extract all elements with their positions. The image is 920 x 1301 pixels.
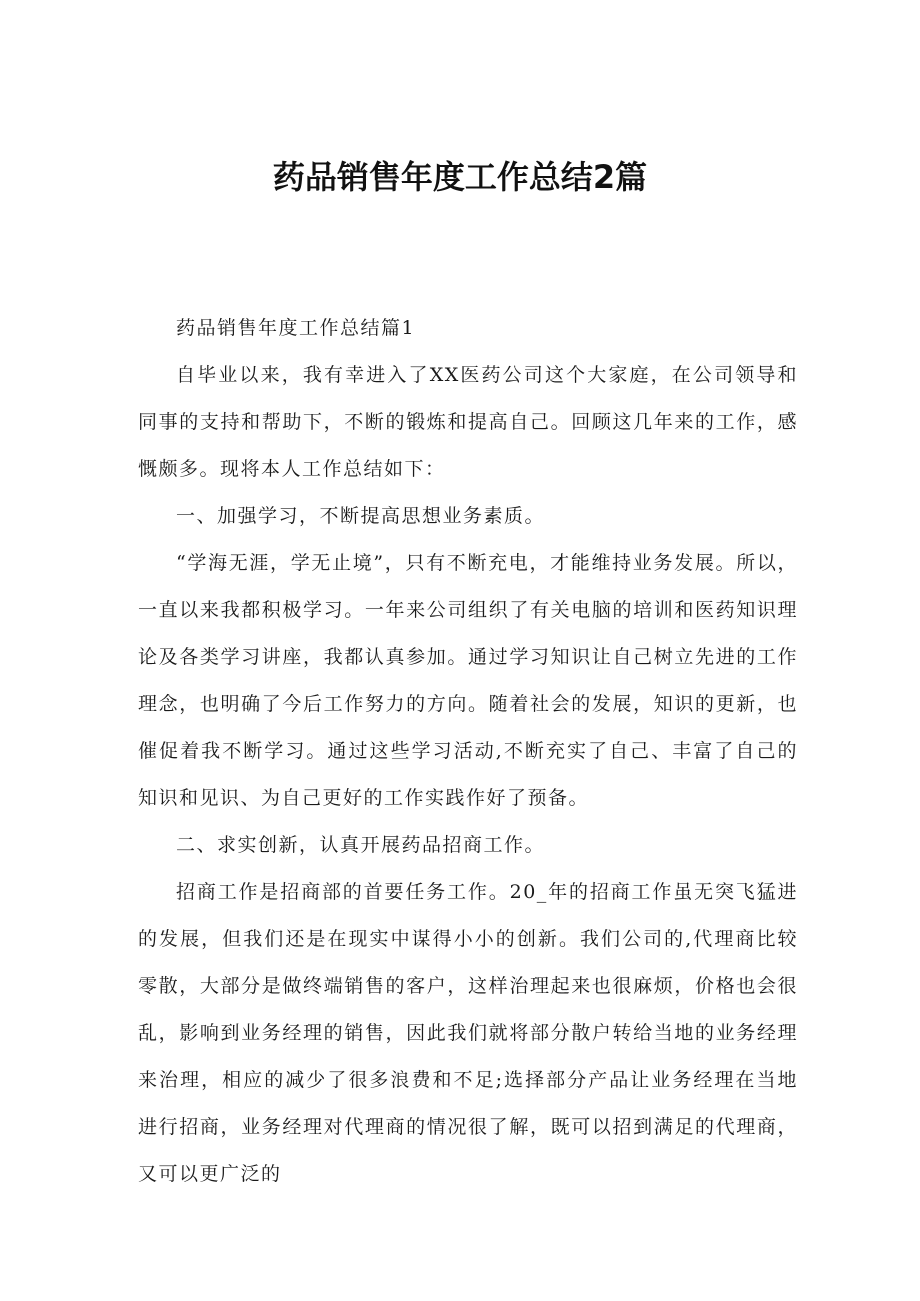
section-heading: 药品销售年度工作总结篇1 [176,317,416,339]
paragraph-recruit: 招商工作是招商部的首要任务工作。20_年的招商工作虽无突飞猛进的发展，但我们还是在现实中谋得小小的创新。我们公司的,代理商比较零散，大部分是做终端销售的客户，这样治理起来也很麻烦，价格也会很乱，影响到业务经理的销售，因此我们就将部分散户转给当地的业务经理来治理，相应的减少了很多浪费和不足;选择部分产品让业务经理在当地进行招商，业务经理对代理商的情况很了解，既可以招到满足的代理商，又可以更广泛的 [138,881,798,1185]
paragraph-intro: 自毕业以来，我有幸进入了XX医药公司这个大家庭，在公司领导和同事的支持和帮助下，不断的锻炼和提高自己。回顾这几年来的工作，感慨颇多。现将本人工作总结如下： [138,364,798,480]
section-heading-1: 一、加强学习，不断提高思想业务素质。 [176,505,546,527]
paragraph-study: “学海无涯，学无止境”，只有不断充电，才能维持业务发展。所以，一直以来我都积极学习。一年来公司组织了有关电脑的培训和医药知识理论及各类学习讲座，我都认真参加。通过学习知识让自己树立先进的工作理念，也明确了今后工作努力的方向。随着社会的发展，知识的更新，也催促着我不断学习。通过这些学习活动,不断充实了自己、丰富了自己的知识和见识、为自己更好的工作实践作好了预备。 [138,552,798,809]
section-heading-2: 二、求实创新，认真开展药品招商工作。 [176,834,546,856]
document-title: 药品销售年度工作总结2篇 [272,158,648,196]
document-body [138,305,798,1198]
